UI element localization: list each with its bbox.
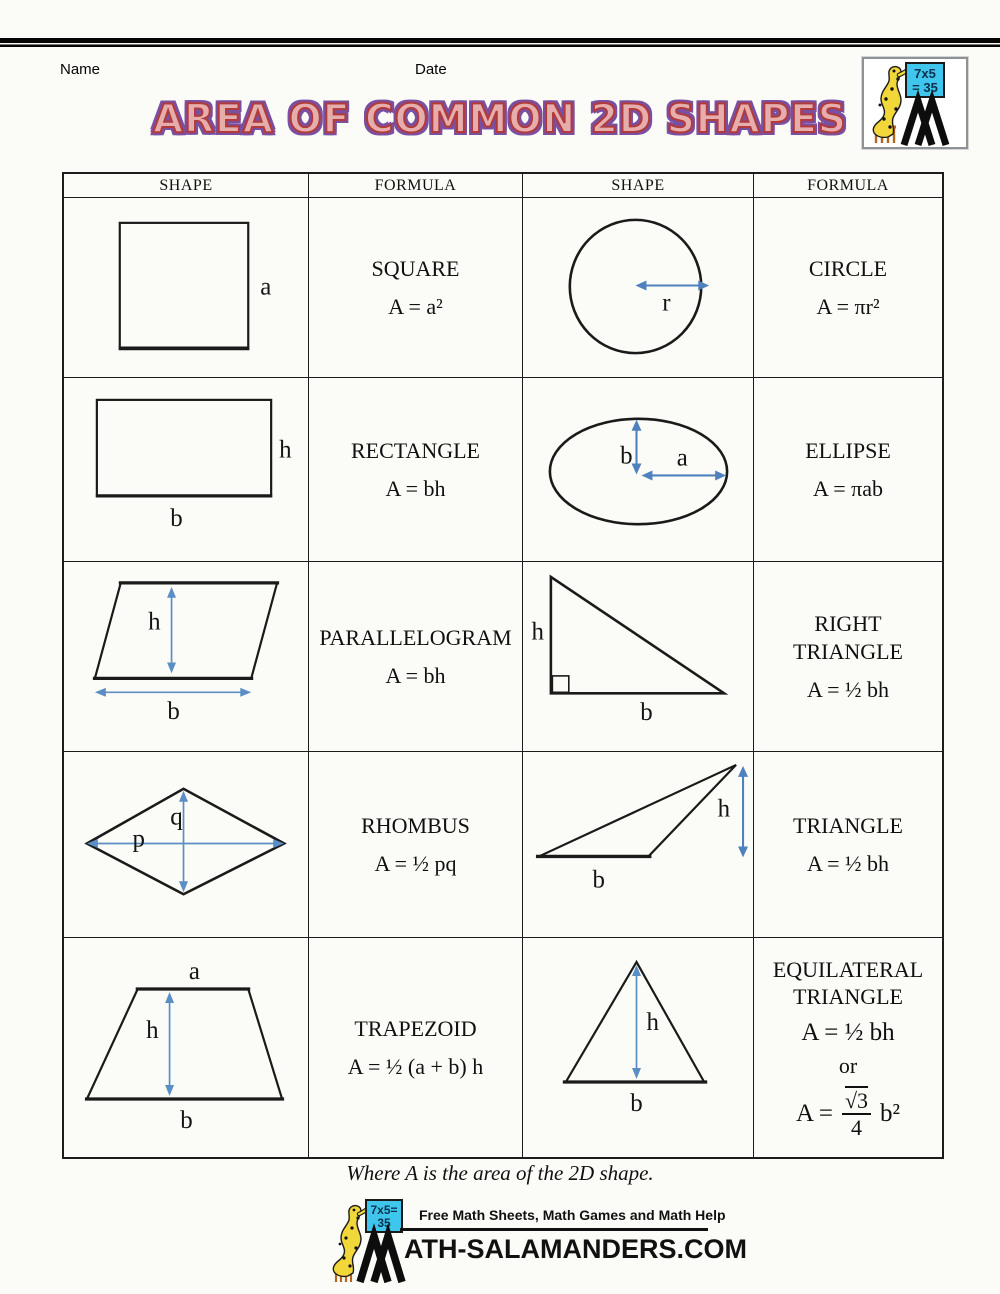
header-shape-1: SHAPE xyxy=(64,174,309,198)
triangle-base-label: b xyxy=(592,866,605,894)
radius-arrow xyxy=(636,281,710,291)
height-arrow xyxy=(738,766,748,858)
footnote: Where A is the area of the 2D shape. xyxy=(346,1161,654,1185)
shape-formula: A = bh xyxy=(385,475,446,501)
right-triangle-base-label: b xyxy=(640,699,653,727)
circle-shape-cell xyxy=(523,198,754,378)
trapezoid-top-label: a xyxy=(188,957,200,986)
shape-name: RECTANGLE xyxy=(350,437,480,463)
name-label: Name xyxy=(60,61,101,78)
rectangle-diagram xyxy=(64,378,308,561)
triangle-diagram xyxy=(523,752,753,937)
triangle-height-label: h xyxy=(717,795,731,823)
shape-formula: A = bh xyxy=(385,662,446,688)
parallelogram-base-label: b xyxy=(167,698,180,726)
equilateral-formula-cell xyxy=(754,938,942,1157)
footer-wordmark: ATH-SALAMANDERS.COM xyxy=(404,1234,747,1264)
ellipse-b-label: b xyxy=(620,442,633,470)
formula-2-prefix: A = xyxy=(795,1100,833,1127)
right-angle-marker xyxy=(552,676,568,692)
or-text: or xyxy=(838,1052,858,1078)
footer-board-line2: 35 xyxy=(377,1216,391,1230)
right-triangle-height-label: h xyxy=(531,618,544,646)
equilateral-triangle-shape-cell xyxy=(523,938,754,1157)
rhombus-p-label: p xyxy=(132,825,145,853)
trapezoid-formula-cell xyxy=(309,938,523,1157)
circle-radius-label: r xyxy=(662,289,671,317)
shape-formula: A = πab xyxy=(813,475,883,501)
parallelogram-height-label: h xyxy=(148,608,161,636)
rectangle-formula-cell xyxy=(309,378,523,562)
shape-name: ELLIPSE xyxy=(805,437,891,463)
date-label: Date xyxy=(415,61,447,78)
shape-formula: A = ½ (a + b) h xyxy=(347,1053,484,1079)
parallelogram-shape-cell xyxy=(64,562,309,752)
shape-name: TRIANGLE xyxy=(793,812,903,838)
math-salamanders-footer-logo xyxy=(326,1198,747,1290)
shape-name-line2: TRIANGLE xyxy=(793,638,903,664)
shape-name-line1: RIGHT xyxy=(814,610,882,636)
parallelogram-formula-cell xyxy=(309,562,523,752)
shape-formula: A = a² xyxy=(388,293,443,319)
ellipse-a-label: a xyxy=(676,444,688,472)
shape-name: RHOMBUS xyxy=(361,812,470,838)
rhombus-formula-cell xyxy=(309,752,523,938)
top-divider-rule xyxy=(0,38,1000,47)
shape-formula: A = ½ pq xyxy=(374,850,457,876)
rectangle-shape-cell xyxy=(64,378,309,562)
fraction-numerator: √3 xyxy=(842,1089,871,1115)
equilateral-height-label: h xyxy=(646,1008,659,1037)
ellipse-shape-cell xyxy=(523,378,754,562)
height-arrow xyxy=(165,992,174,1096)
shape-formula: A = ½ bh xyxy=(806,676,890,702)
circle-formula-cell xyxy=(754,198,942,378)
triangle-shape-cell xyxy=(523,752,754,938)
right-triangle-formula-cell xyxy=(754,562,942,752)
shape-name: PARALLELOGRAM xyxy=(319,624,512,650)
trapezoid-height-label: h xyxy=(146,1016,159,1045)
rhombus-diagram xyxy=(64,752,308,937)
circle-diagram xyxy=(523,198,753,377)
parallelogram-diagram xyxy=(64,562,308,751)
trapezoid-base-label: b xyxy=(180,1106,193,1135)
equilateral-triangle-diagram xyxy=(523,938,753,1157)
trapezoid-diagram xyxy=(64,938,308,1157)
height-arrow xyxy=(632,965,641,1079)
ellipse-diagram xyxy=(523,378,753,561)
right-triangle-shape-cell xyxy=(523,562,754,752)
header-formula-2: FORMULA xyxy=(754,174,942,198)
right-triangle-diagram xyxy=(523,562,753,751)
shapes-formula-table xyxy=(62,172,944,1159)
height-arrow xyxy=(167,587,176,674)
base-arrow xyxy=(95,688,251,697)
salamander-easel-icon xyxy=(326,1198,410,1286)
header-formula-1: FORMULA xyxy=(309,174,523,198)
equilateral-base-label: b xyxy=(630,1089,643,1118)
semi-minor-arrow xyxy=(632,420,642,475)
corner-board-line1: 7x5 xyxy=(914,66,936,81)
footer-board-line1: 7x5= xyxy=(370,1203,398,1217)
shape-name: TRAPEZOID xyxy=(354,1015,477,1041)
semi-major-arrow xyxy=(641,470,726,480)
footer-rule xyxy=(400,1228,708,1231)
rectangle-height-label: h xyxy=(279,436,292,464)
rhombus-shape-cell xyxy=(64,752,309,938)
corner-board-line2: = 35 xyxy=(912,80,938,95)
sqrt3-over-4-fraction xyxy=(842,1089,871,1139)
rectangle-base-label: b xyxy=(170,505,183,533)
formula-2-suffix: b² xyxy=(880,1100,901,1127)
shape-formula-1: A = ½ bh xyxy=(801,1018,895,1046)
shape-formula-2 xyxy=(796,1089,900,1139)
shape-name-line2: TRIANGLE xyxy=(793,984,903,1010)
page-title: AREA OF COMMON 2D SHAPES xyxy=(152,97,848,142)
ellipse-formula-cell xyxy=(754,378,942,562)
fraction-denominator: 4 xyxy=(851,1115,862,1140)
header-shape-2: SHAPE xyxy=(523,174,754,198)
triangle-formula-cell xyxy=(754,752,942,938)
rhombus-q-label: q xyxy=(170,803,183,831)
shape-name: SQUARE xyxy=(371,255,460,281)
square-diagram xyxy=(64,198,308,377)
shape-name-line1: EQUILATERAL xyxy=(772,956,924,982)
square-side-label: a xyxy=(260,273,272,301)
square-shape-cell xyxy=(64,198,309,378)
footer-tagline: Free Math Sheets, Math Games and Math Help xyxy=(419,1207,726,1223)
shape-formula: A = πr² xyxy=(816,293,880,319)
shape-formula: A = ½ bh xyxy=(806,850,890,876)
trapezoid-shape-cell xyxy=(64,938,309,1157)
diagonal-p-arrow xyxy=(87,839,284,848)
square-formula-cell xyxy=(309,198,523,378)
shape-name: CIRCLE xyxy=(808,255,888,281)
